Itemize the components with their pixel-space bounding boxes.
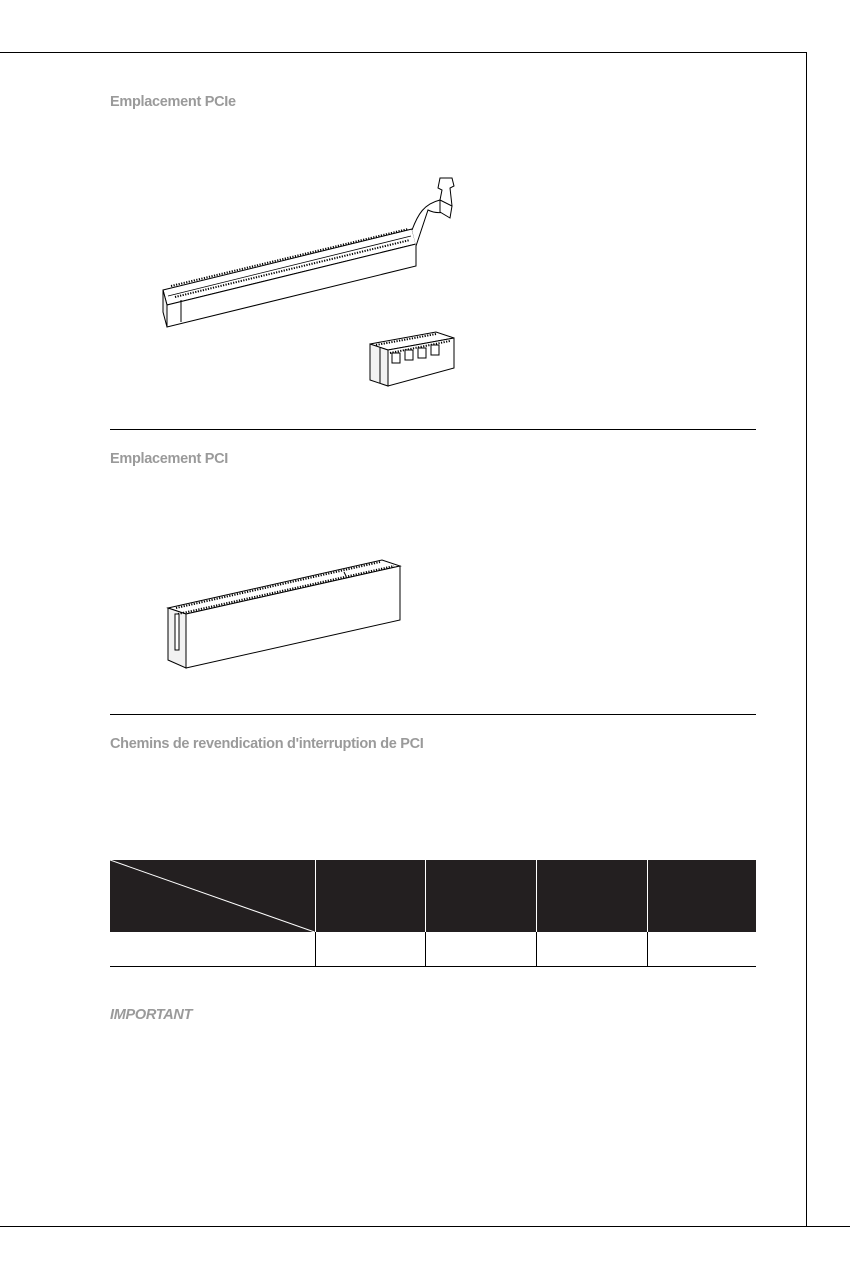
table-header-cell [536, 860, 647, 932]
pci-slot [168, 560, 400, 668]
table-cell [425, 932, 536, 967]
irq-heading: Chemins de revendication d'interruption de PCI [110, 736, 424, 752]
table-corner-cell [110, 860, 315, 932]
table-cell [315, 932, 425, 967]
page-frame-right [806, 52, 807, 1227]
pcie-x16-slot [163, 178, 454, 327]
page-frame-top [0, 52, 807, 53]
pci-slot-illustration [160, 555, 405, 675]
table-header-cell [315, 860, 425, 932]
section-divider [110, 714, 756, 715]
table-row [110, 932, 756, 967]
table-cell [536, 932, 647, 967]
section-divider [110, 429, 756, 430]
irq-routing-table [110, 860, 756, 967]
table-header-cell [647, 860, 756, 932]
page-frame-bottom [0, 1226, 850, 1227]
table-header-cell [425, 860, 536, 932]
pci-heading: Emplacement PCI [110, 451, 228, 467]
table-header-row [110, 860, 756, 932]
table-cell [110, 932, 315, 967]
pcie-x1-slot [370, 332, 454, 386]
important-heading: IMPORTANT [110, 1007, 193, 1023]
table-cell [647, 932, 756, 967]
diagonal-divider [110, 860, 315, 932]
pcie-heading: Emplacement PCIe [110, 94, 236, 110]
pcie-slot-illustration [150, 170, 480, 395]
